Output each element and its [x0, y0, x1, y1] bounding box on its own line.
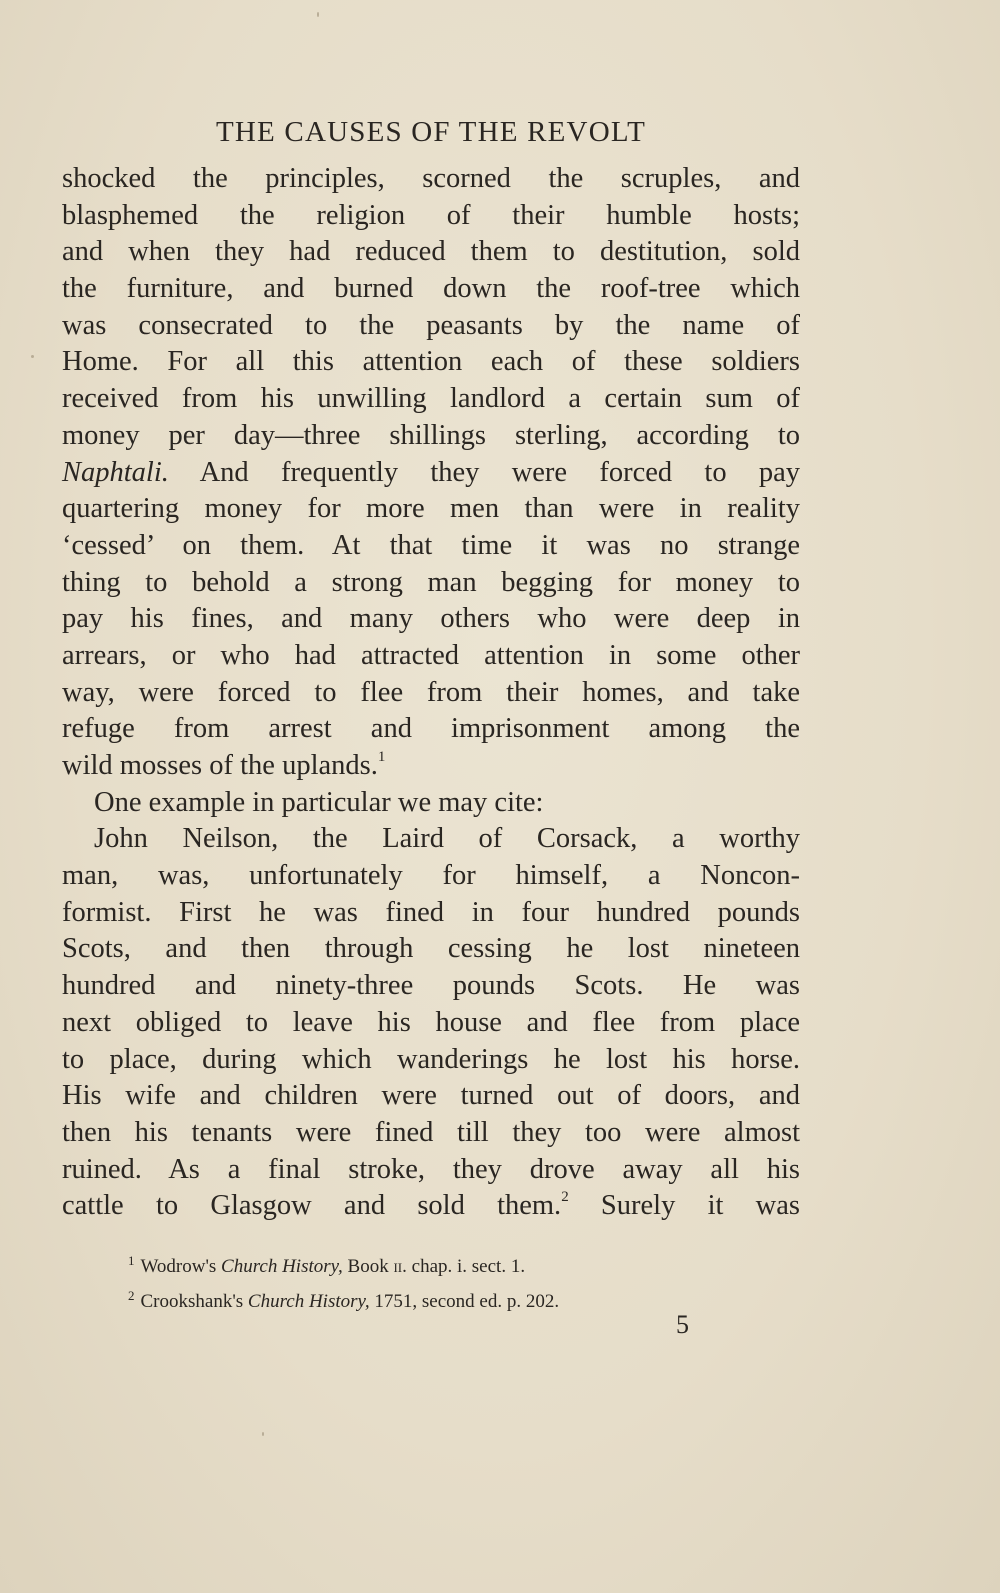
text-line: money per day—three shillings sterling, according to	[62, 419, 800, 451]
text-line: formist. First he was fined in four hundred pounds	[62, 896, 800, 928]
text-line: His wife and children were turned out of doors, and	[62, 1080, 800, 1112]
text-line: hundred and ninety-three pounds Scots. He was	[62, 970, 800, 1002]
text-line: pay his fines, and many others who were deep in	[62, 603, 800, 635]
text-line: was consecrated to the peasants by the name of	[62, 309, 800, 341]
text-fragment: wild mosses of the uplands.	[62, 750, 378, 781]
body-text	[62, 161, 800, 1225]
running-head: THE CAUSES OF THE REVOLT	[216, 116, 646, 148]
text-line: received from his unwilling landlord a certain sum of	[62, 383, 800, 415]
footnote-2	[128, 1281, 800, 1316]
text-line: thing to behold a strong man begging for money to	[62, 566, 800, 598]
text-fragment: . chap. i. sect. 1.	[402, 1256, 526, 1277]
text-line: man, was, unfortunately for himself, a Noncon-	[62, 860, 800, 892]
text-line: Home. For all this attention each of these soldiers	[62, 346, 800, 378]
text-line	[62, 1188, 800, 1225]
italic-title: Naphtali.	[62, 456, 169, 488]
text-fragment: Crookshank's	[140, 1291, 248, 1312]
italic-title: Church History,	[221, 1256, 343, 1277]
paper-speck	[31, 355, 34, 358]
footnote-mark: 1	[128, 1253, 135, 1268]
roman-numeral: ii	[393, 1256, 403, 1277]
text-line	[62, 748, 800, 785]
text-fragment: Book	[342, 1256, 394, 1277]
text-fragment: And frequently they were forced to pay	[168, 456, 800, 488]
footnote-1	[128, 1246, 800, 1281]
text-line: the furniture, and burned down the roof-tree which	[62, 273, 800, 305]
footnote-ref: 1	[377, 749, 386, 765]
text-line: Scots, and then through cessing he lost nineteen	[62, 933, 800, 965]
footnote-mark: 2	[128, 1288, 135, 1303]
text-line: One example in particular we may cite:	[94, 786, 544, 818]
italic-title: Church History,	[247, 1291, 370, 1312]
text-line: John Neilson, the Laird of Corsack, a worthy	[94, 823, 800, 855]
text-line: and when they had reduced them to destitution, sold	[62, 236, 800, 268]
page-number: 5	[676, 1310, 689, 1339]
text-line: blasphemed the religion of their humble hosts;	[62, 199, 800, 231]
text-fragment: cattle to Glasgow and sold them.	[62, 1190, 562, 1222]
text-line	[62, 455, 800, 492]
paper-speck	[262, 1432, 264, 1436]
text-line: way, were forced to flee from their homes, and take	[62, 676, 800, 708]
footnote-ref: 2	[561, 1189, 569, 1206]
text-line: quartering money for more men than were in reality	[62, 493, 800, 525]
text-line: arrears, or who had attracted attention in some other	[62, 639, 800, 671]
text-fragment: Surely it was	[568, 1190, 800, 1222]
text-fragment: Wodrow's	[140, 1256, 222, 1277]
text-line: ruined. As a final stroke, they drove away all his	[62, 1153, 800, 1185]
text-line: then his tenants were fined till they too were almost	[62, 1116, 800, 1148]
paper-speck	[317, 12, 319, 17]
text-fragment: 1751, second ed. p. 202.	[369, 1291, 560, 1312]
text-line: ‘cessed’ on them. At that time it was no strange	[62, 529, 800, 561]
text-line: refuge from arrest and imprisonment among the	[62, 713, 800, 745]
footnotes	[128, 1246, 800, 1316]
text-line: next obliged to leave his house and flee from place	[62, 1006, 800, 1038]
text-line: to place, during which wanderings he lost his horse.	[62, 1043, 800, 1075]
text-line: shocked the principles, scorned the scruples, and	[62, 163, 800, 194]
